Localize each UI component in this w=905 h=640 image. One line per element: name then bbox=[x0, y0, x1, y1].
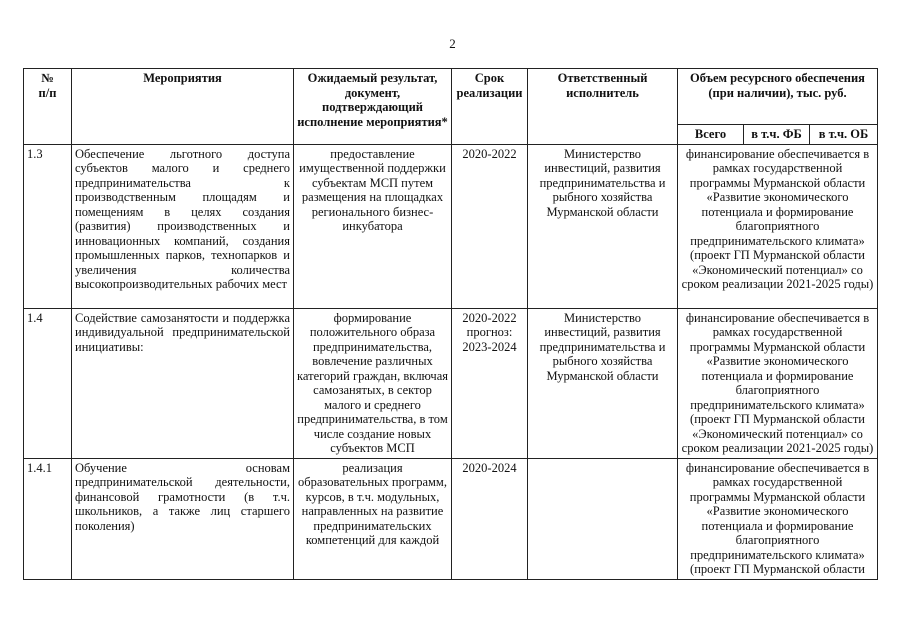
row-result: формирование положительного образа предпринимательства, вовлечение различных категорий граждан, включая самозанятых, в сектор малого и среднего предпринимательства, в том числе создание новых субъектов МСП bbox=[294, 308, 452, 458]
row-number: 1.4.1 bbox=[24, 458, 72, 579]
row-number: 1.3 bbox=[24, 144, 72, 308]
table-row bbox=[24, 144, 878, 308]
row-term: 2020-2022 bbox=[452, 144, 528, 308]
row-activity: Обеспечение льготного доступа субъектов малого и среднего предпринимательства к производственным площадям и помещениям в целях создания (развития) производственных и инновационных компаний, создания промышленных парков, технопарков и увеличения количества высокопроизводительных рабочих мест bbox=[72, 144, 294, 308]
row-term: 2020-2022 прогноз: 2023-2024 bbox=[452, 308, 528, 458]
header-num: № п/п bbox=[24, 69, 72, 145]
table-row bbox=[24, 458, 878, 579]
page-number: 2 bbox=[449, 36, 456, 51]
activities-table bbox=[23, 68, 878, 580]
row-activity: Содействие самозанятости и поддержка индивидуальной предпринимательской инициативы: bbox=[72, 308, 294, 458]
row-term: 2020-2024 bbox=[452, 458, 528, 579]
row-number: 1.4 bbox=[24, 308, 72, 458]
header-activity: Мероприятия bbox=[72, 69, 294, 145]
header-total: Всего bbox=[678, 125, 744, 145]
header-result: Ожидаемый результат, документ, подтверждающий исполнение мероприятия* bbox=[294, 69, 452, 145]
header-row bbox=[24, 69, 878, 125]
row-funding: финансирование обеспечивается в рамках государственной программы Мурманской области «Развитие экономического потенциала и формирование благоприятного предпринимательского климата» (проект ГП Мурманской области «Экономический потенциал» со сроком реализации 2021-2025 годы) bbox=[678, 308, 878, 458]
header-fb: в т.ч. ФБ bbox=[744, 125, 810, 145]
row-responsible: Министерство инвестиций, развития предпринимательства и рыбного хозяйства Мурманской области bbox=[528, 308, 678, 458]
header-term: Срок реализации bbox=[452, 69, 528, 145]
row-responsible bbox=[528, 458, 678, 579]
row-result: реализация образовательных программ, курсов, в т.ч. модульных, направленных на развитие предпринимательских компетенций для каждой bbox=[294, 458, 452, 579]
row-activity: Обучение основам предпринимательской деятельности, финансовой грамотности (в т.ч. школьников, а также лиц старшего поколения) bbox=[72, 458, 294, 579]
table-row bbox=[24, 308, 878, 458]
header-funding: Объем ресурсного обеспечения (при наличии), тыс. руб. bbox=[678, 69, 878, 125]
row-responsible: Министерство инвестиций, развития предпринимательства и рыбного хозяйства Мурманской области bbox=[528, 144, 678, 308]
header-ob: в т.ч. ОБ bbox=[810, 125, 878, 145]
row-funding: финансирование обеспечивается в рамках государственной программы Мурманской области «Развитие экономического потенциала и формирование благоприятного предпринимательского климата» (проект ГП Мурманской области bbox=[678, 458, 878, 579]
row-funding: финансирование обеспечивается в рамках государственной программы Мурманской области «Развитие экономического потенциала и формирование благоприятного предпринимательского климата» (проект ГП Мурманской области «Экономический потенциал» со сроком реализации 2021-2025 годы) bbox=[678, 144, 878, 308]
header-responsible: Ответственный исполнитель bbox=[528, 69, 678, 145]
row-result: предоставление имущественной поддержки субъектам МСП путем размещения на площадках регионального бизнес-инкубатора bbox=[294, 144, 452, 308]
